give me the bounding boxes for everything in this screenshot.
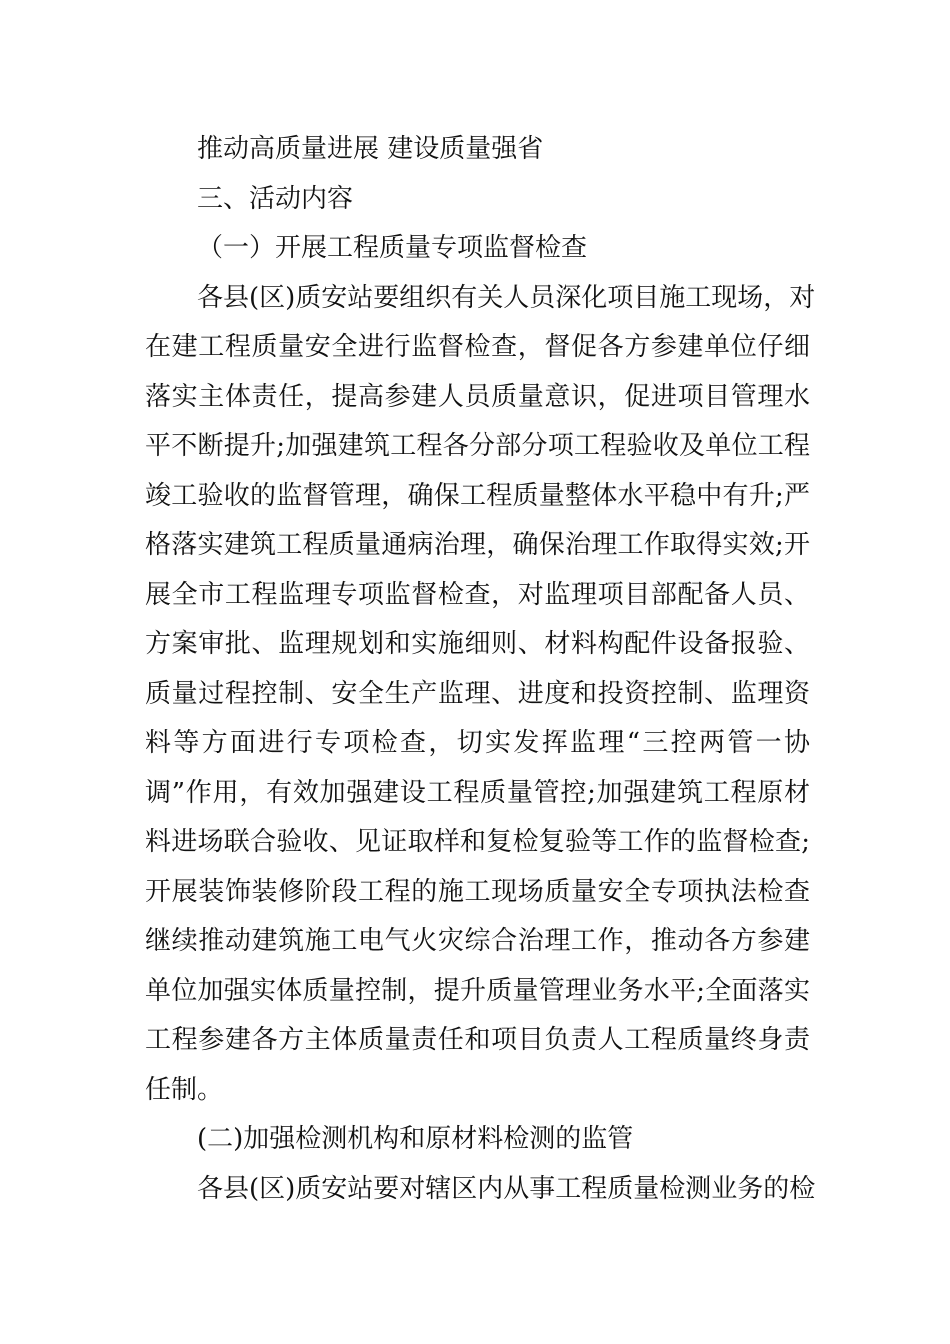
paragraph-line: 方案审批、监理规划和实施细则、材料构配件设备报验、 <box>145 629 810 659</box>
paragraph-line: 各县(区)质安站要对辖区内从事工程质量检测业务的检 <box>197 1173 816 1204</box>
paragraph-line-last: 任制。 <box>145 1074 224 1105</box>
paragraph-line: 工程参建各方主体质量责任和项目负责人工程质量终身责 <box>145 1025 810 1055</box>
paragraph-line: 在建工程质量安全进行监督检查，督促各方参建单位仔细 <box>145 332 810 362</box>
paragraph-line: 格落实建筑工程质量通病治理，确保治理工作取得实效;开 <box>145 530 810 560</box>
paragraph-line: 调”作用，有效加强建设工程质量管控;加强建筑工程原材 <box>145 777 810 808</box>
paragraph-line: 落实主体责任，提高参建人员质量意识，促进项目管理水 <box>145 381 810 412</box>
paragraph-line: 开展装饰装修阶段工程的施工现场质量安全专项执法检查 <box>145 876 810 907</box>
subsection-heading-2: (二)加强检测机构和原材料检测的监管 <box>197 1124 634 1154</box>
paragraph-line: 平不断提升;加强建筑工程各分部分项工程验收及单位工程 <box>145 431 810 461</box>
subsection-heading-1: （一）开展工程质量专项监督检查 <box>197 233 588 263</box>
paragraph-line: 料进场联合验收、见证取样和复检复验等工作的监督检查; <box>145 827 810 857</box>
paragraph-line: 单位加强实体质量控制，提升质量管理业务水平;全面落实 <box>145 975 810 1006</box>
paragraph-line: 质量过程控制、安全生产监理、进度和投资控制、监理资 <box>145 678 810 709</box>
paragraph-line: 竣工验收的监督管理，确保工程质量整体水平稳中有升;严 <box>145 480 810 511</box>
paragraph-line: 料等方面进行专项检查，切实发挥监理“三控两管一协 <box>145 728 810 758</box>
section-heading-activity-content: 三、活动内容 <box>197 183 354 214</box>
paragraph-line: 各县(区)质安站要组织有关人员深化项目施工现场，对 <box>197 282 816 313</box>
paragraph-line: 继续推动建筑施工电气火灾综合治理工作，推动各方参建 <box>145 926 810 956</box>
heading-slogan: 推动高质量进展 建设质量强省 <box>197 134 544 164</box>
paragraph-line: 展全市工程监理专项监督检查，对监理项目部配备人员、 <box>145 579 810 610</box>
document-body <box>145 125 816 1214</box>
